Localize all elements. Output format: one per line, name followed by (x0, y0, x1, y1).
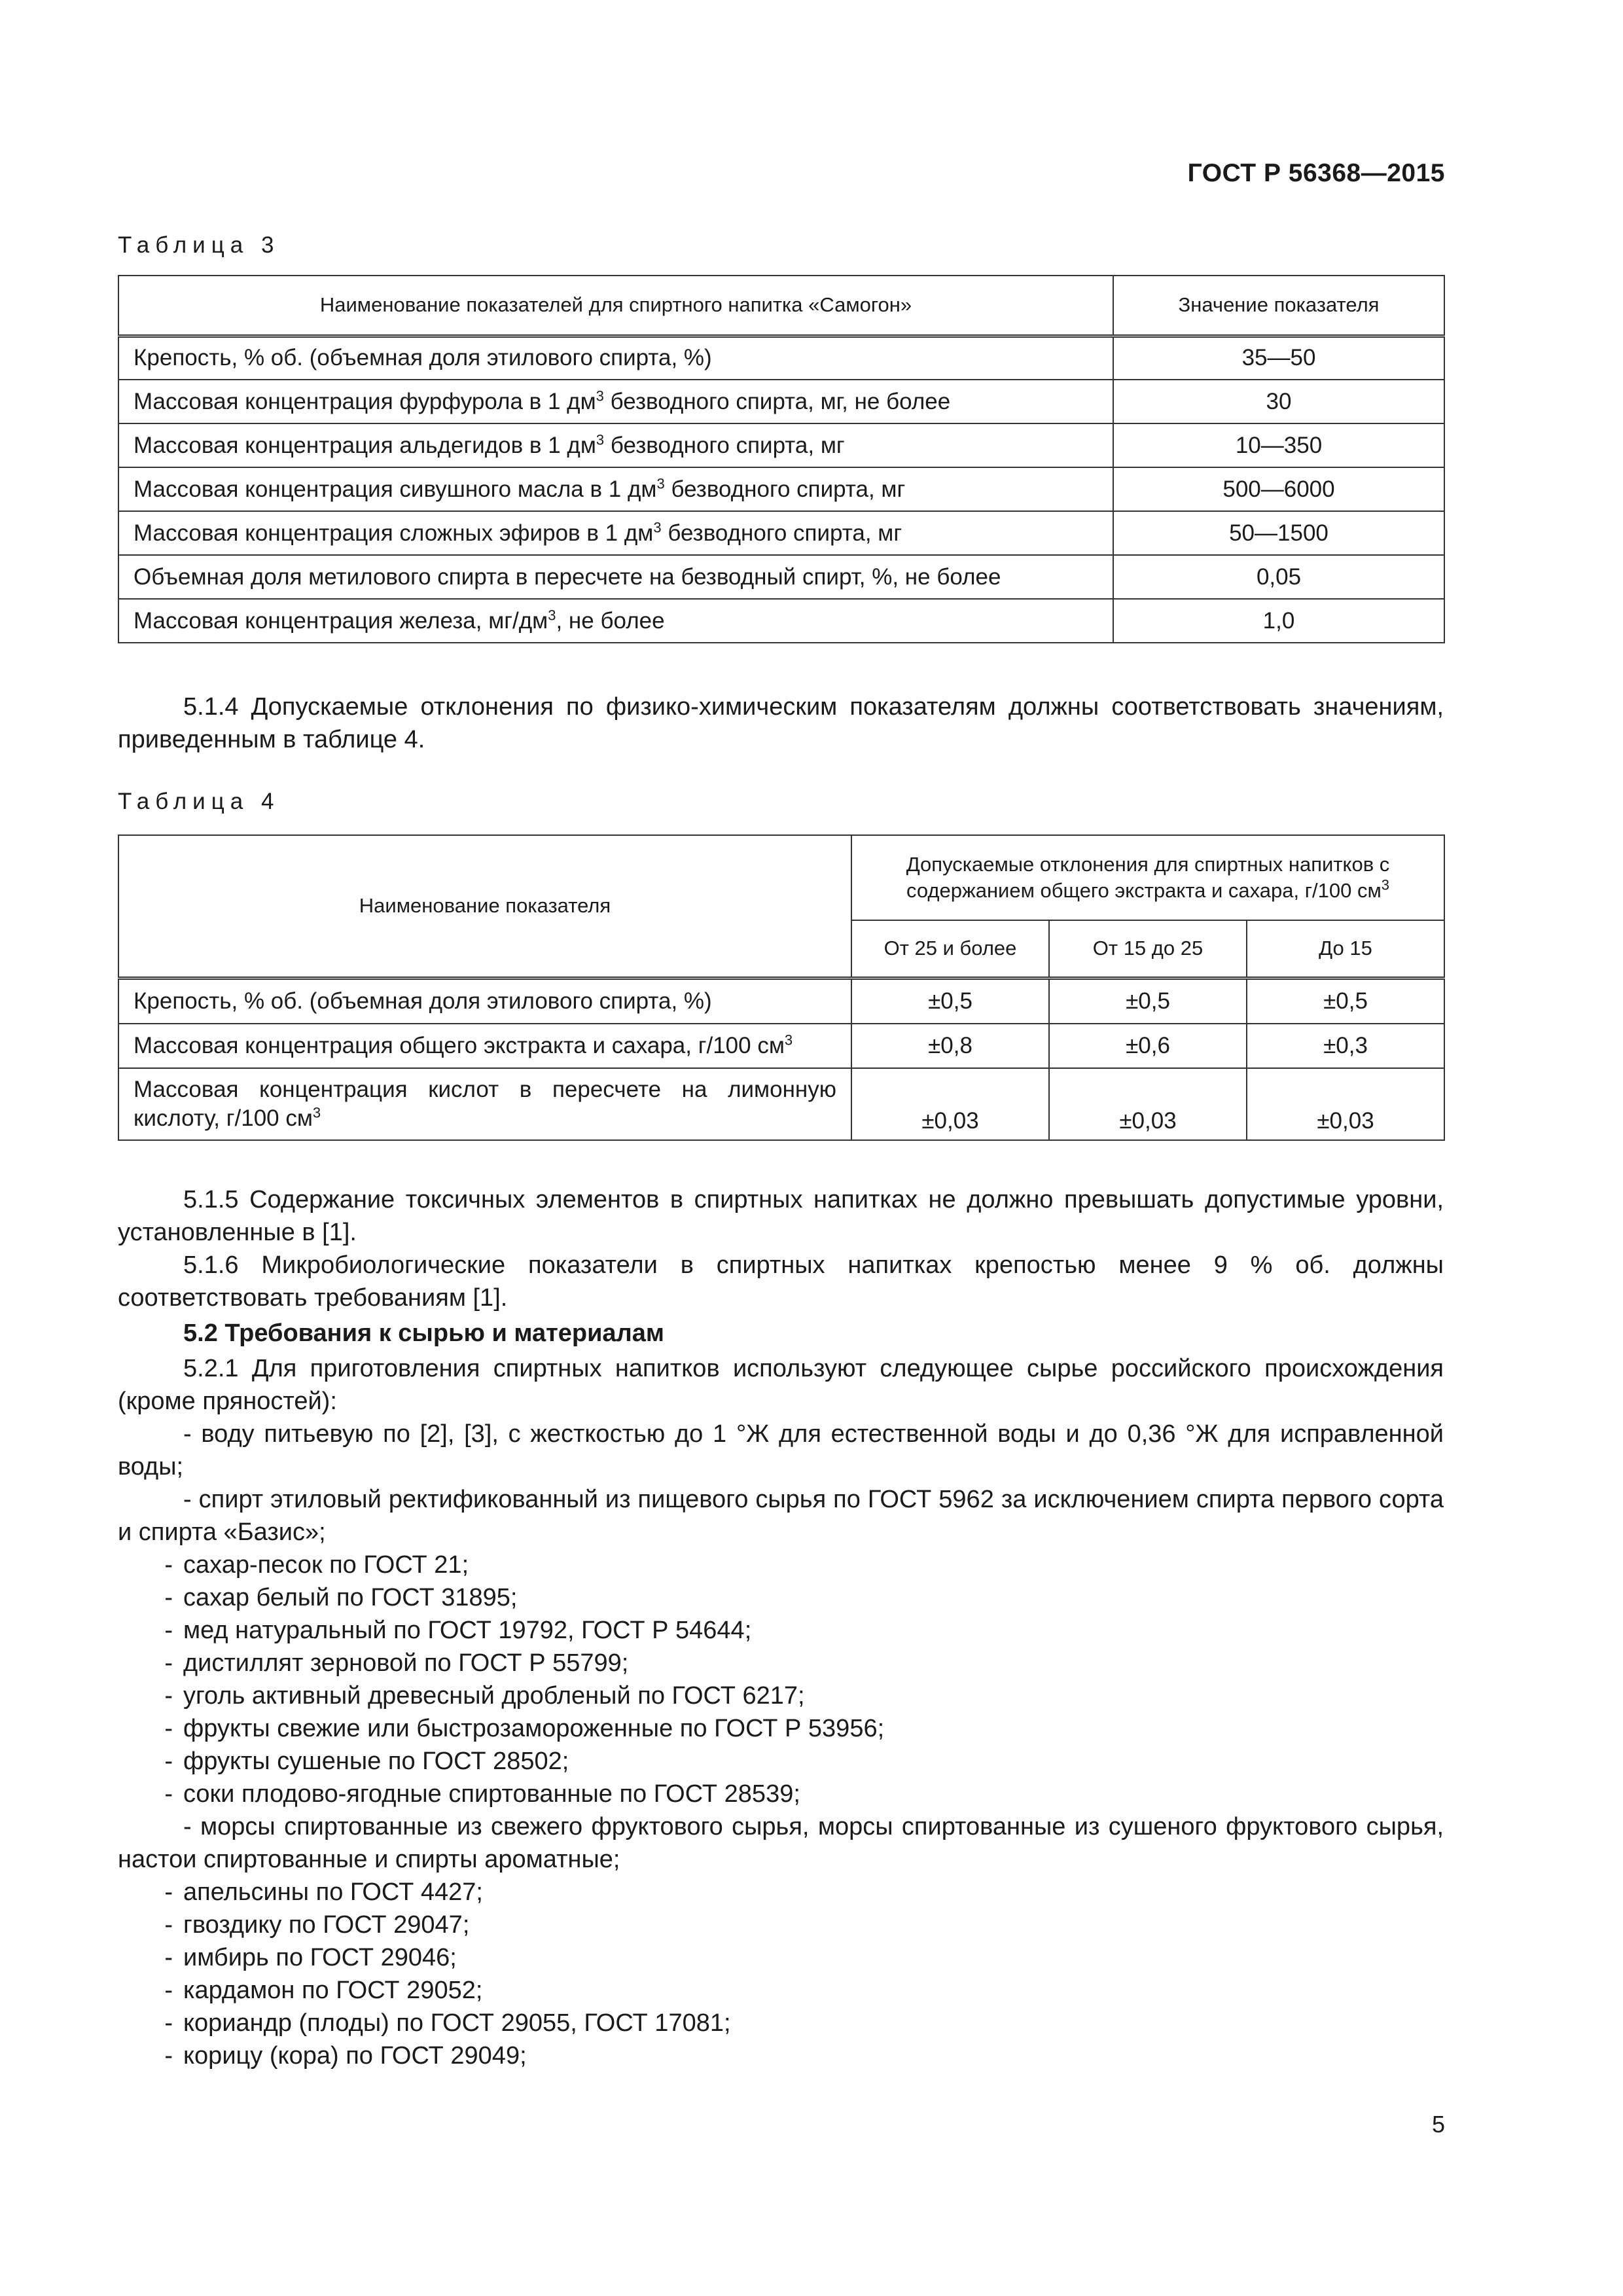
list-item: - фрукты свежие или быстрозамороженные по ГОСТ Р 53956; (164, 1715, 885, 1742)
paragraph-5-1-5: 5.1.5 Содержание токсичных элементов в спиртных напитках не должно превышать допустимые уровни, установленные в [1]. (118, 1186, 1444, 1246)
list-item: - фрукты сушеные по ГОСТ 28502; (164, 1748, 569, 1775)
standard-code: ГОСТ Р 56368—2015 (1187, 159, 1445, 187)
table4-row-v2: ±0,5 (1049, 978, 1247, 1024)
table3-row-value: 0,05 (1113, 555, 1444, 599)
table3-row-value: 1,0 (1113, 599, 1444, 643)
table3-header-row (118, 276, 1444, 336)
table4-sub2-header: От 15 до 25 (1049, 920, 1247, 978)
table4-row-v1: ±0,03 (851, 1068, 1049, 1140)
table-row (118, 1024, 1444, 1068)
list-item: - гвоздику по ГОСТ 29047; (164, 1911, 470, 1939)
table3-row-label: Массовая концентрация сивушного масла в 1 $дм^3$ безводного спирта, мг (118, 467, 1113, 511)
list-item: - спирт этиловый ректификованный из пищевого сырья по ГОСТ 5962 за исключением спирта первого сорта и спирта «Базис»; (118, 1486, 1444, 1546)
list-item: - имбирь по ГОСТ 29046; (164, 1944, 457, 1971)
list-item: - воду питьевую по [2], [3], с жесткостью до 1 °Ж для естественной воды и до 0,36 °Ж для исправленной воды; (118, 1420, 1444, 1480)
list-item: - мед натуральный по ГОСТ 19792, ГОСТ Р 54644; (164, 1617, 752, 1644)
table3-row-value: 35—50 (1113, 336, 1444, 380)
table3-row-label: Массовая концентрация сложных эфиров в 1 $дм^3$ безводного спирта, мг (118, 511, 1113, 555)
table4-caption: Таблица 4 (118, 789, 280, 814)
list-item: - сахар-песок по ГОСТ 21; (164, 1551, 469, 1579)
table-row (118, 423, 1444, 467)
section-5-2-title: 5.2 Требования к сырью и материалам (183, 1319, 664, 1347)
table3-col1-header: Наименование показателей для спиртного напитка «Самогон» (118, 276, 1113, 336)
table-row (118, 380, 1444, 423)
table4-sub3-header: До 15 (1247, 920, 1444, 978)
paragraph-5-1-4 (118, 691, 1444, 756)
list-item: - сахар белый по ГОСТ 31895; (164, 1584, 518, 1611)
table-row (118, 467, 1444, 511)
table-row (118, 978, 1444, 1024)
table-row (118, 599, 1444, 643)
table4-row-v2: ±0,6 (1049, 1024, 1247, 1068)
table4-row-label: Массовая концентрация кислот в пересчете на лимонную кислоту, г/100 $см^3$ (118, 1068, 851, 1140)
table4-header-row (118, 835, 1444, 920)
list-item: - апельсины по ГОСТ 4427; (164, 1878, 483, 1906)
body-text (118, 1183, 1444, 2072)
table4-row-v3: ±0,5 (1247, 978, 1444, 1024)
table4-row-v3: ±0,03 (1247, 1068, 1444, 1140)
table4-row-v1: ±0,5 (851, 978, 1049, 1024)
table3-row-value: 50—1500 (1113, 511, 1444, 555)
list-item: - соки плодово-ягодные спиртованные по ГОСТ 28539; (164, 1780, 800, 1808)
table3-row-label: Массовая концентрация фурфурола в 1 $дм^3$ безводного спирта, мг, не более (118, 380, 1113, 423)
table3-col2-header: Значение показателя (1113, 276, 1444, 336)
paragraph-5-2-1: 5.2.1 Для приготовления спиртных напитков используют следующее сырье российского происхождения (кроме пряностей): (118, 1355, 1444, 1415)
page-number: 5 (1431, 2111, 1445, 2138)
table3-row-value: 30 (1113, 380, 1444, 423)
list-item: - морсы спиртованные из свежего фруктового сырья, морсы спиртованные из сушеного фруктового сырья, настои спиртованные и спирты ароматные; (118, 1813, 1444, 1873)
paragraph-5-1-6: 5.1.6 Микробиологические показатели в спиртных напитках крепостью менее 9 % об. должны соответствовать требованиям [1]. (118, 1251, 1444, 1312)
table3 (118, 275, 1445, 643)
table3-row-label: Объемная доля метилового спирта в пересчете на безводный спирт, %, не более (118, 555, 1113, 599)
list-item: - кардамон по ГОСТ 29052; (164, 1977, 483, 2004)
list-item: - уголь активный древесный дробленый по ГОСТ 6217; (164, 1682, 805, 1710)
list-item: - кориандр (плоды) по ГОСТ 29055, ГОСТ 17081; (164, 2009, 731, 2037)
table4-sub1-header: От 25 и более (851, 920, 1049, 978)
table-row (118, 511, 1444, 555)
table4-group-header: Допускаемые отклонения для спиртных напитков с содержанием общего экстракта и сахара, г/100 $см^3$ (851, 835, 1444, 920)
list-item: - дистиллят зерновой по ГОСТ Р 55799; (164, 1649, 629, 1677)
table4-col1-header: Наименование показателя (118, 835, 851, 978)
table4-row-v1: ±0,8 (851, 1024, 1049, 1068)
table-row (118, 555, 1444, 599)
table-row (118, 1068, 1444, 1140)
table3-row-label: Массовая концентрация железа, $мг/дм^3$, не более (118, 599, 1113, 643)
list-item: - корицу (кора) по ГОСТ 29049; (164, 2042, 527, 2070)
table3-row-label: Крепость, % об. (объемная доля этилового спирта, %) (118, 336, 1113, 380)
table4-row-v2: ±0,03 (1049, 1068, 1247, 1140)
table4-row-v3: ±0,3 (1247, 1024, 1444, 1068)
table4-row-label: Массовая концентрация общего экстракта и сахара, г/100 $см^3$ (118, 1024, 851, 1068)
table4 (118, 834, 1445, 1141)
paragraph-text: 5.1.4 Допускаемые отклонения по физико-химическим показателям должны соответствовать значениям, приведенным в таблице 4. (118, 693, 1444, 753)
table3-caption: Таблица 3 (118, 232, 280, 258)
table3-row-value: 10—350 (1113, 423, 1444, 467)
table-row (118, 336, 1444, 380)
table3-row-label: Массовая концентрация альдегидов в 1 $дм^3$ безводного спирта, мг (118, 423, 1113, 467)
table3-row-value: 500—6000 (1113, 467, 1444, 511)
table4-row-label: Крепость, % об. (объемная доля этилового спирта, %) (118, 978, 851, 1024)
